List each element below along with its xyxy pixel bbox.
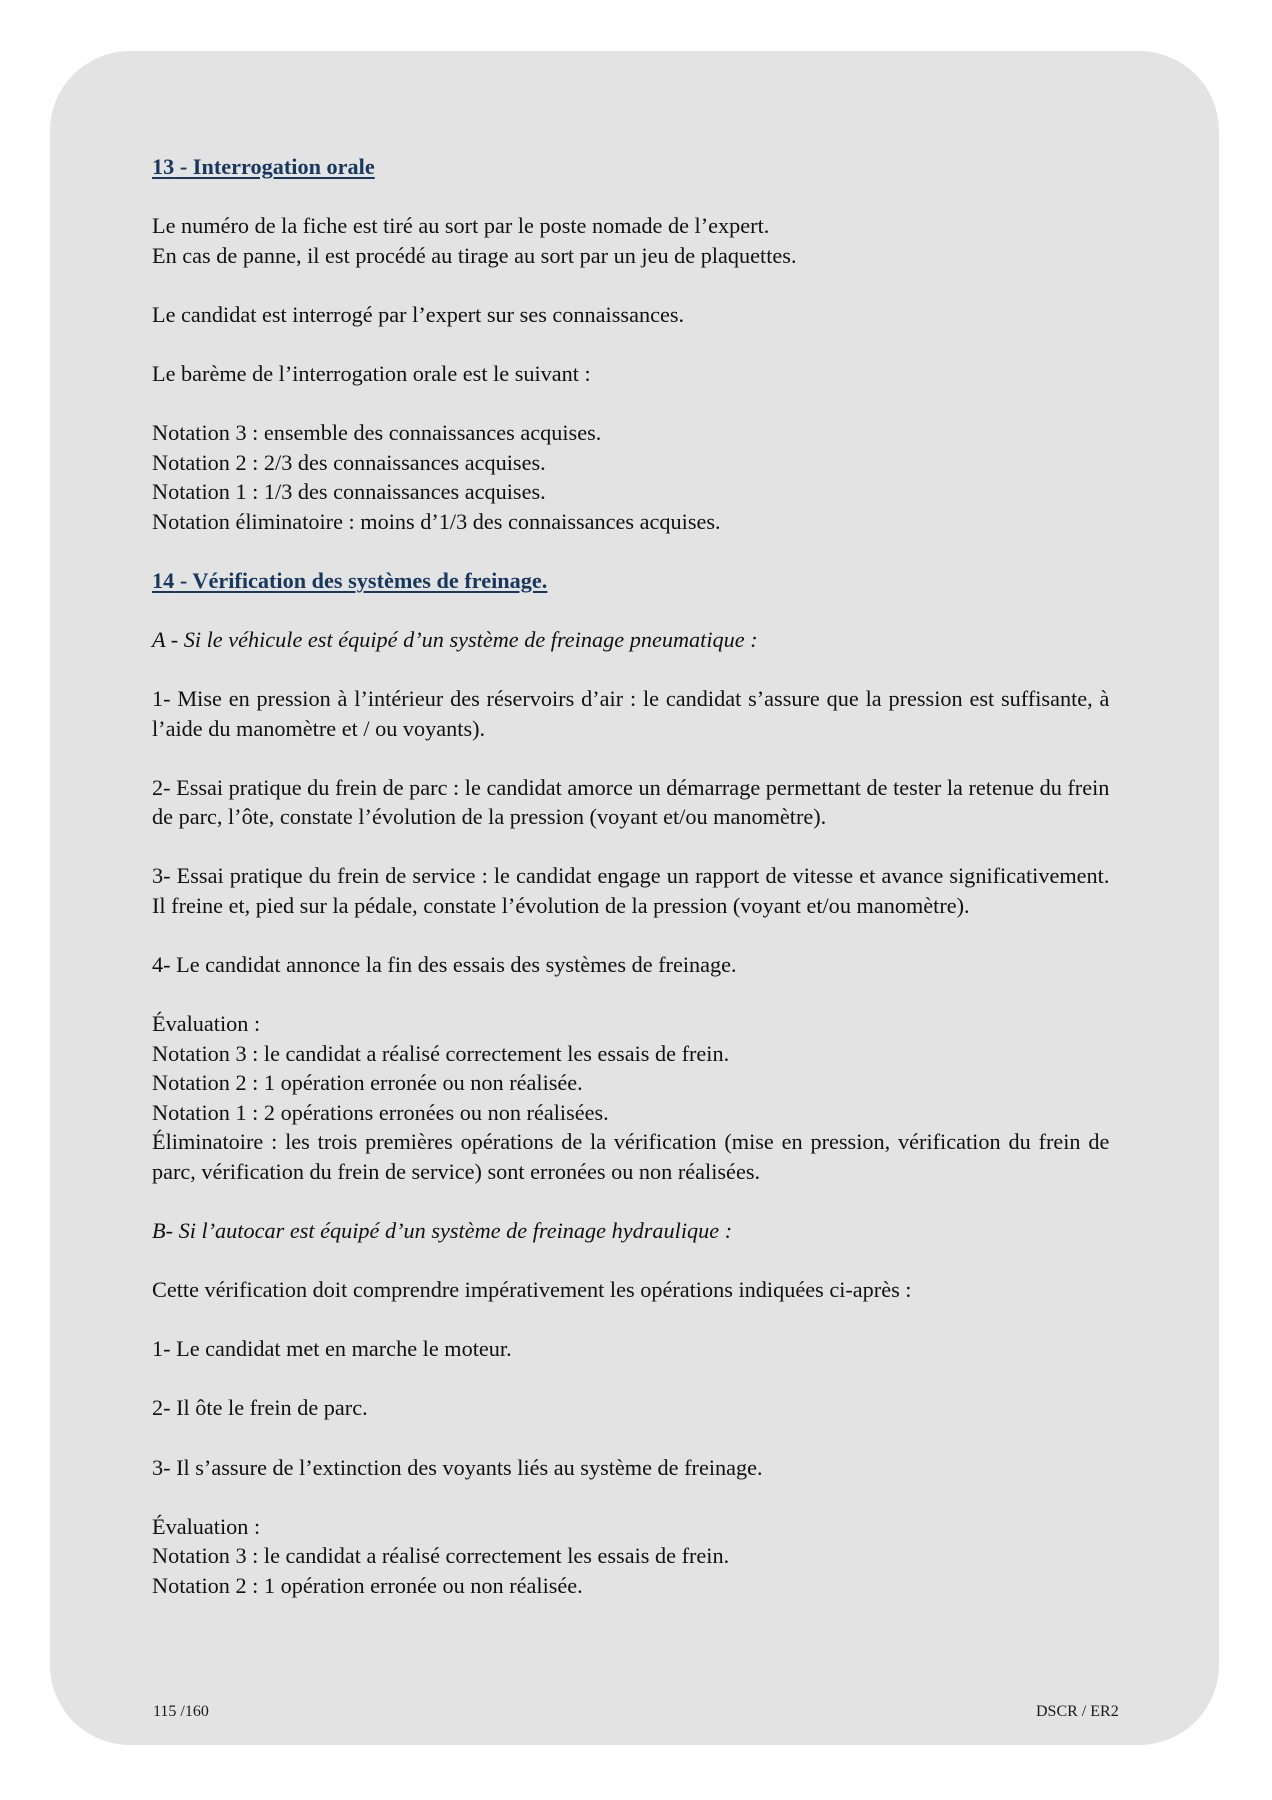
part-b-evaluation-item: Notation 3 : le candidat a réalisé correctement les essais de frein. bbox=[152, 1543, 730, 1569]
spacer bbox=[152, 595, 1109, 625]
part-b-evaluation-label: Évaluation : bbox=[152, 1513, 261, 1539]
spacer bbox=[152, 980, 1109, 1010]
section-13-intro-line: En cas de panne, il est procédé au tirage au sort par un jeu de plaquettes. bbox=[152, 242, 797, 268]
spacer bbox=[152, 1364, 1109, 1394]
part-b-step: 2- Il ôte le frein de parc. bbox=[152, 1395, 368, 1421]
part-a-title: A - Si le véhicule est équipé d’un système de freinage pneumatique : bbox=[152, 626, 758, 652]
section-13-heading bbox=[152, 152, 1109, 182]
section-14-title: - Vérification des systèmes de freinage. bbox=[174, 567, 548, 593]
document-reference: DSCR / ER2 bbox=[1036, 1703, 1119, 1720]
page-number: 115 /160 bbox=[153, 1703, 209, 1720]
spacer bbox=[152, 536, 1109, 566]
scale-item: Notation 3 : ensemble des connaissances acquises. bbox=[152, 420, 602, 445]
part-a-evaluation-item: Notation 1 : 2 opérations erronées ou non réalisées. bbox=[152, 1099, 609, 1125]
section-13-intro-line: Le numéro de la fiche est tiré au sort par le poste nomade de l’expert. bbox=[152, 213, 770, 239]
part-a-step: 2- Essai pratique du frein de parc : le candidat amorce un démarrage permettant de tester la retenue du frein de parc, l’ôte, constate l’évolution de la pression (voyant et/ou manomètre). bbox=[152, 774, 1110, 830]
scale-item: Notation 2 : 2/3 des connaissances acquises. bbox=[152, 449, 546, 475]
part-b-title: B- Si l’autocar est équipé d’un système de freinage hydraulique : bbox=[152, 1218, 733, 1244]
spacer bbox=[152, 1482, 1109, 1512]
part-a-evaluation-item: Notation 3 : le candidat a réalisé correctement les essais de frein. bbox=[152, 1040, 730, 1066]
section-13-title: - Interrogation orale bbox=[174, 154, 375, 179]
part-a-step: 1- Mise en pression à l’intérieur des réservoirs d’air : le candidat s’assure que la pression est suffisante, à l’aide du manomètre et / ou voyants). bbox=[152, 686, 1110, 741]
spacer bbox=[152, 832, 1109, 862]
part-a-step: 4- Le candidat annonce la fin des essais des systèmes de freinage. bbox=[152, 952, 737, 978]
section-13-candidate-line: Le candidat est interrogé par l’expert sur ses connaissances. bbox=[152, 301, 685, 327]
part-a-step: 3- Essai pratique du frein de service : le candidat engage un rapport de vitesse et avance significativement. Il freine et, pied sur la pédale, constate l’évolution de la pression (voyant et/ou manomètre). bbox=[152, 863, 1110, 918]
spacer bbox=[152, 1187, 1109, 1217]
part-b-evaluation-item: Notation 2 : 1 opération erronée ou non réalisée. bbox=[152, 1572, 583, 1598]
section-13-number: 13 bbox=[152, 154, 175, 179]
spacer bbox=[152, 1305, 1109, 1335]
part-a-evaluation-label: Évaluation : bbox=[152, 1011, 261, 1037]
spacer bbox=[152, 270, 1109, 300]
spacer bbox=[152, 920, 1109, 950]
spacer bbox=[152, 654, 1109, 684]
section-14-number: 14 bbox=[152, 567, 175, 593]
part-b-step: 1- Le candidat met en marche le moteur. bbox=[152, 1336, 512, 1362]
spacer bbox=[152, 1423, 1109, 1453]
part-a-evaluation-item: Éliminatoire : les trois premières opérations de la vérification (mise en pression, vérification du frein de parc, vérification du frein de service) sont erronées ou non réalisées. bbox=[152, 1129, 1110, 1184]
document-body bbox=[152, 152, 1109, 1600]
scale-item: Notation 1 : 1/3 des connaissances acquises. bbox=[152, 479, 546, 505]
section-14-heading bbox=[152, 566, 1109, 596]
spacer bbox=[152, 743, 1109, 773]
spacer bbox=[152, 388, 1109, 418]
part-b-step: 3- Il s’assure de l’extinction des voyants liés au système de freinage. bbox=[152, 1454, 763, 1480]
section-13-scale-intro: Le barème de l’interrogation orale est le suivant : bbox=[152, 360, 591, 386]
part-a-evaluation-item: Notation 2 : 1 opération erronée ou non réalisée. bbox=[152, 1070, 583, 1096]
spacer bbox=[152, 329, 1109, 359]
spacer bbox=[152, 1246, 1109, 1276]
part-b-intro: Cette vérification doit comprendre impérativement les opérations indiquées ci-après : bbox=[152, 1277, 912, 1303]
scale-item: Notation éliminatoire : moins d’1/3 des connaissances acquises. bbox=[152, 508, 721, 534]
spacer bbox=[152, 182, 1109, 212]
